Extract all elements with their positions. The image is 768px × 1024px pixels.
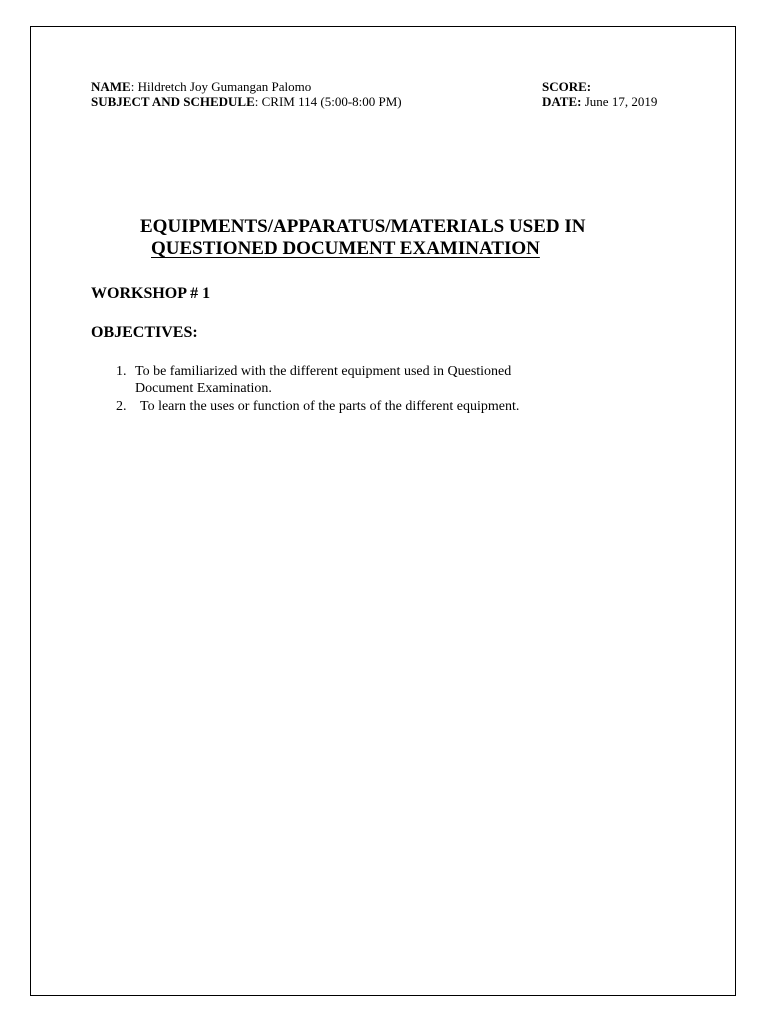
objective-number: 2. (116, 399, 127, 414)
page-border (30, 26, 736, 996)
date-field (542, 94, 657, 110)
document-title-line-1: EQUIPMENTS/APPARATUS/MATERIALS USED IN (140, 216, 586, 237)
name-label: NAME (91, 79, 131, 94)
name-field (91, 79, 311, 95)
workshop-heading: WORKSHOP # 1 (91, 285, 211, 302)
document-title-line-2: QUESTIONED DOCUMENT EXAMINATION (151, 238, 540, 259)
objective-number: 1. (116, 364, 127, 379)
date-label: DATE: (542, 94, 582, 109)
score-label: SCORE: (542, 79, 592, 94)
objective-item-text: To be familiarized with the different equipment used in Questioned (135, 364, 512, 379)
subject-label: SUBJECT AND SCHEDULE (91, 94, 255, 109)
score-field (542, 79, 591, 95)
objectives-heading: OBJECTIVES: (91, 324, 198, 341)
subject-value: : CRIM 114 (5:00-8:00 PM) (254, 94, 402, 109)
date-value: June 17, 2019 (581, 94, 658, 109)
objective-item-text-continued: Document Examination. (135, 381, 272, 396)
objective-item-text: To learn the uses or function of the parts of the different equipment. (140, 399, 520, 414)
subject-schedule-field (91, 94, 402, 110)
name-value: : Hildretch Joy Gumangan Palomo (130, 79, 312, 94)
